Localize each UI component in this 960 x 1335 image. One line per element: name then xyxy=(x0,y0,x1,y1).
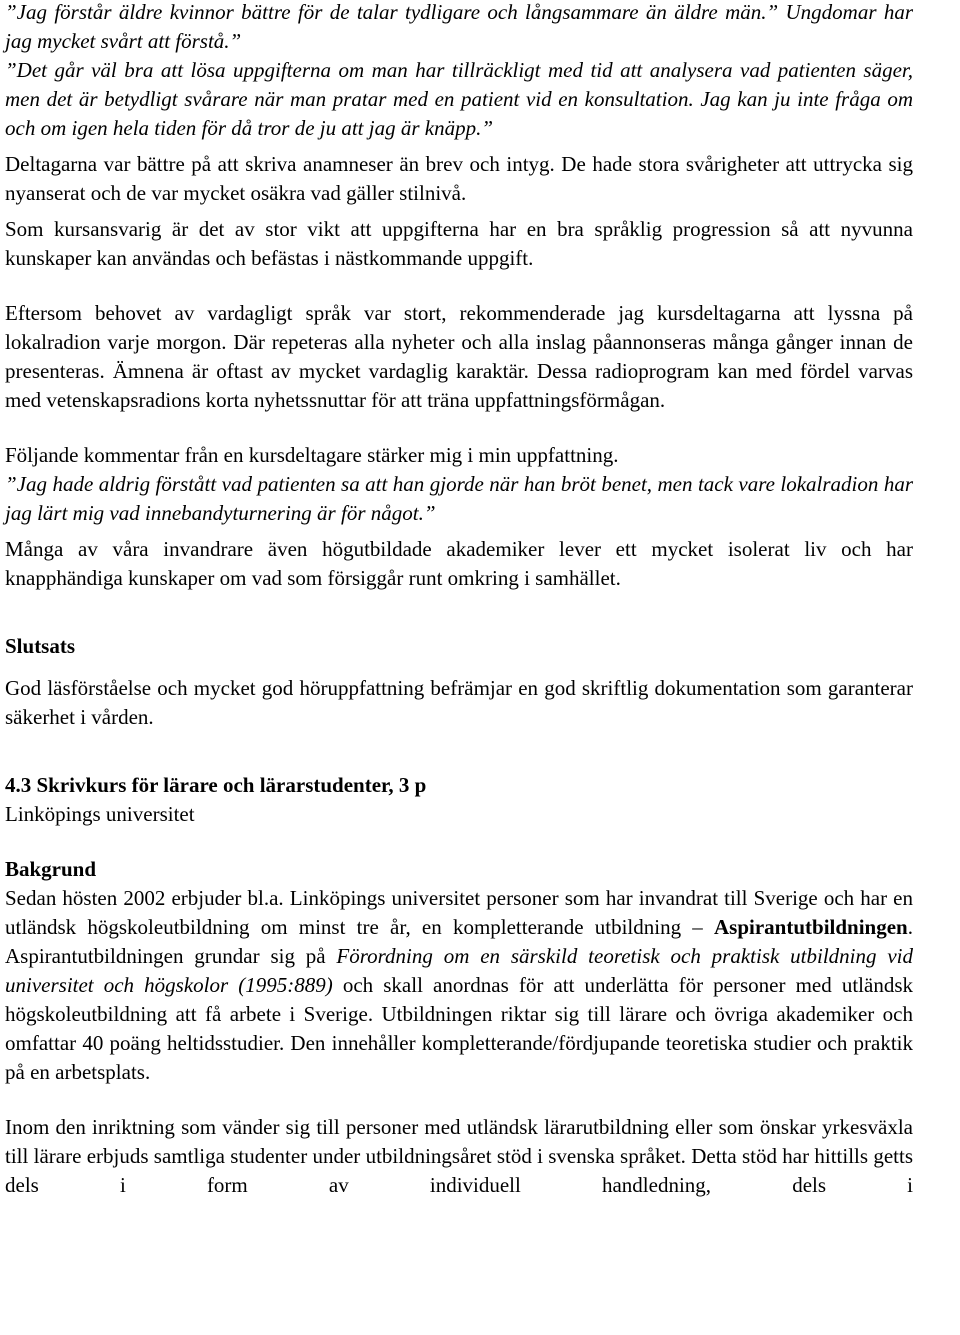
program-name: Aspirantutbildningen xyxy=(714,915,908,939)
heading-background: Bakgrund xyxy=(5,857,97,881)
section-heading-4-3: 4.3 Skrivkurs för lärare och lärarstudenter, 3 p xyxy=(5,773,427,797)
paragraph-background-2: Inom den inriktning som vänder sig till personer med utländsk lärarutbildning eller som önskar yrkesväxla till lärare erbjuds samtliga studenter under utbildningsåret stöd i svenska språket. Detta stöd har hittills getts dels i form av individuell handledning, dels i xyxy=(5,1115,913,1197)
quote-local-radio: ”Jag hade aldrig förstått vad patienten sa att han gjorde när han bröt benet, men tack vare lokalradion har jag lärt mig vad innebandyturnering är för något.” xyxy=(5,472,913,525)
paragraph-local-radio: Eftersom behovet av vardagligt språk var stort, rekommenderade jag kursdeltagarna att lyssna på lokalradion varje morgon. Där repeteras alla nyheter och alla inslag påannonseras många gånger innan de presenteras. Ämnena är oftast av mycket vardaglig karaktär. Dessa radioprogram kan med fördel varvas med vetenskapsradions korta nyhetssnuttar för att träna uppfattningsförmågan. xyxy=(5,301,913,412)
paragraph-immigrants: Många av våra invandrare även högutbildade akademiker lever ett mycket isolerat liv och har knapphändiga kunskaper om vad som försiggår runt omkring i samhället. xyxy=(5,537,913,590)
document-page xyxy=(5,0,913,1200)
background-text-2: . Aspirantutbildningen grundar sig på xyxy=(5,915,913,968)
institution-name: Linköpings universitet xyxy=(5,802,195,826)
paragraph-progression: Som kursansvarig är det av stor vikt att uppgifterna har en bra språklig progression så att nyvunna kunskaper kan användas och befästas i nästkommande uppgift. xyxy=(5,217,913,270)
paragraph-comment-intro: Följande kommentar från en kursdeltagare stärker mig i min uppfattning. xyxy=(5,443,619,467)
background-text-3: och skall anordnas för att underlätta för personer med utländsk högskoleutbildning att få arbete i Sverige. Utbildningen riktar sig till lärare och övriga akademiker och omfattar 40 poäng heltidsstudier. Den innehåller kompletterande/fördjupande teoretiska studier och praktik på en arbetsplats. xyxy=(5,973,913,1084)
regulation-title: Förordning om en särskild teoretisk och praktisk utbildning vid universitet och högskolor (1995:889) xyxy=(5,944,913,997)
heading-conclusion: Slutsats xyxy=(5,634,76,658)
quote-consultation: ”Det går väl bra att lösa uppgifterna om man har tillräckligt med tid att analysera vad patienten säger, men det är betydligt svårare när man pratar med en patient vid en konsultation. Jag kan ju inte fråga om och om igen hela tiden för då tror de ju att jag är knäpp.” xyxy=(5,58,913,140)
paragraph-conclusion: God läsförståelse och mycket god höruppfattning befrämjar en god skriftlig dokumentation som garanterar säkerhet i vården. xyxy=(5,676,913,729)
paragraph-anamneses: Deltagarna var bättre på att skriva anamneser än brev och intyg. De hade stora svårigheter att uttrycka sig nyanserat och de var mycket osäkra vad gäller stilnivå. xyxy=(5,152,913,205)
paragraph-background-1 xyxy=(5,884,913,1087)
background-text-1: Sedan hösten 2002 erbjuder bl.a. Linköpings universitet personer som har invandrat till Sverige och har en utländsk högskoleutbildning om minst tre år, en kompletterande utbildning – xyxy=(5,886,913,939)
quote-older-women: ”Jag förstår äldre kvinnor bättre för de talar tydligare och långsammare än äldre män.” Ungdomar har jag mycket svårt att förstå.” xyxy=(5,0,913,53)
